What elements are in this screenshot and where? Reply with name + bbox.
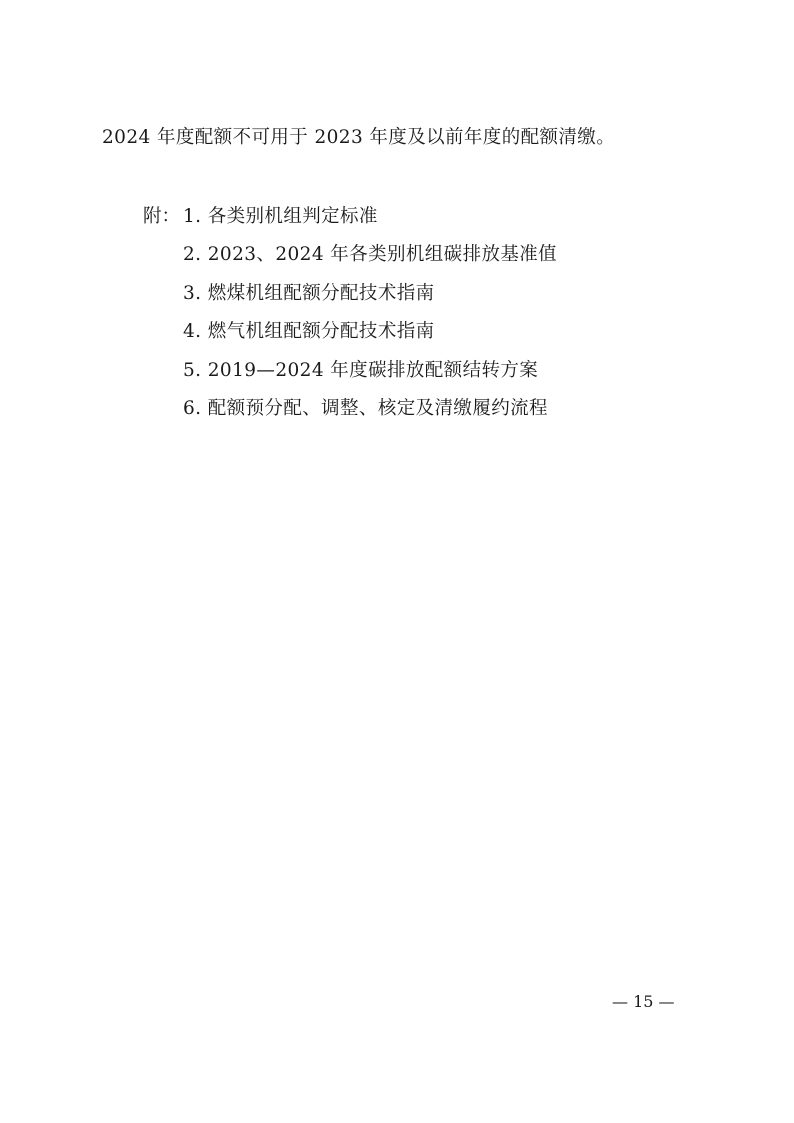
body-paragraph: 2024 年度配额不可用于 2023 年度及以前年度的配额清缴。 <box>102 127 616 148</box>
attachments-list <box>183 203 557 433</box>
attachment-item: 2. 2023、2024 年各类别机组碳排放基准值 <box>183 244 558 266</box>
page-number: — 15 — <box>612 992 675 1011</box>
attachment-item: 6. 配额预分配、调整、核定及清缴履约流程 <box>183 397 548 419</box>
attachments-label: 附： <box>143 206 181 227</box>
attachment-item: 3. 燃煤机组配额分配技术指南 <box>183 282 435 304</box>
attachment-item: 5. 2019—2024 年度碳排放配额结转方案 <box>183 359 539 381</box>
attachment-item: 1. 各类别机组判定标准 <box>183 206 378 227</box>
attachment-item: 4. 燃气机组配额分配技术指南 <box>183 321 435 343</box>
